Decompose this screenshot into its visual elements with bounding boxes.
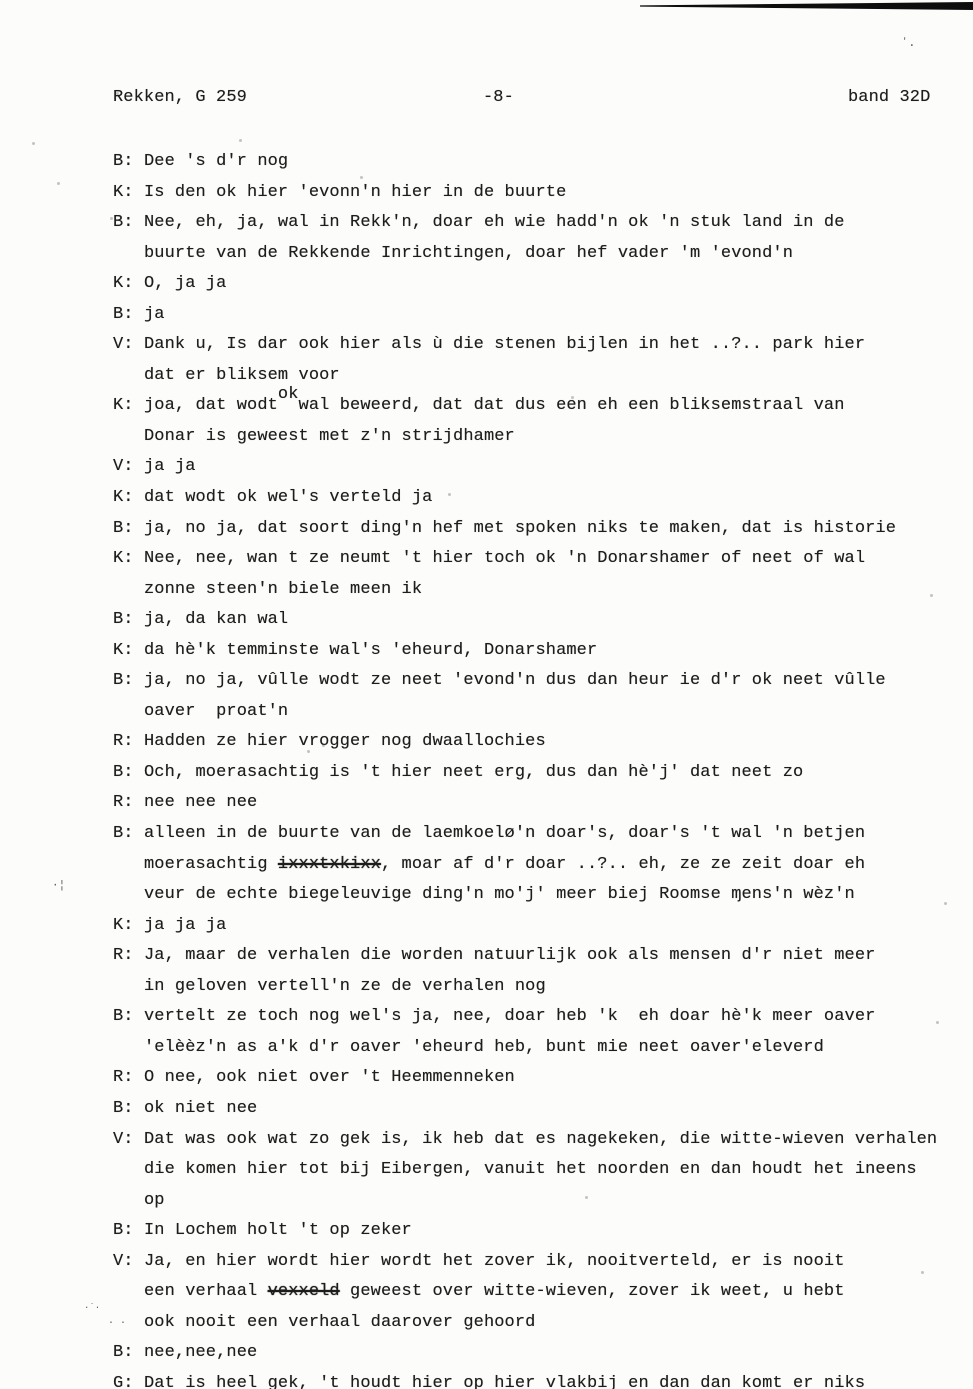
speaker-label: G:	[113, 1373, 134, 1389]
line-text: Nee, nee, wan t ze neumt 't hier toch ok 'n Donarshamer of neet of wal	[144, 549, 866, 569]
line-text: veur de echte biegeleuvige ding'n mo'j' meer biej Roomse ɱens'n wèz'n	[144, 885, 855, 905]
transcript-line	[113, 972, 973, 1003]
speaker-label: R:	[113, 732, 134, 752]
transcript-line	[113, 850, 973, 881]
line-text: nee nee nee	[144, 793, 258, 813]
scan-speck	[322, 744, 325, 747]
speaker-label: K:	[113, 915, 134, 935]
line-text: Ja, maar de verhalen die worden natuurlijk ook als mensen d'r niet meer	[144, 946, 876, 966]
transcript-line	[113, 1094, 973, 1125]
line-text: ja ja	[144, 457, 196, 477]
line-text: ja, no ja, dat soort ding'n hef met spoken niks te maken, dat is historie	[144, 518, 897, 538]
speaker-label: V:	[113, 457, 134, 477]
line-text: Ja, en hier wordt hier wordt het zover ik, nooitverteld, er is nooit	[144, 1251, 845, 1271]
line-text: op	[144, 1190, 165, 1210]
transcript-line	[113, 1369, 973, 1389]
transcript-line	[113, 1247, 973, 1278]
transcript-line	[113, 300, 973, 331]
transcript-line	[113, 514, 973, 545]
line-text: vertelt ze toch nog wel's ja, nee, doar heb 'k eh doar hè'k meer oaver	[144, 1007, 876, 1027]
line-text: ook nooit een verhaal daarover gehoord	[144, 1312, 536, 1332]
scan-speck	[448, 493, 451, 496]
scan-edge-line	[640, 2, 973, 10]
speaker-label: B:	[113, 213, 134, 233]
page-header	[0, 88, 973, 112]
line-text: O nee, ook niet over 't Heemmenneken	[144, 1068, 515, 1088]
transcript-line	[113, 727, 973, 758]
line-text: dat er bliksem voor	[144, 365, 340, 385]
scan-speck	[32, 142, 35, 145]
transcript-line	[113, 544, 973, 575]
speaker-label: V:	[113, 335, 134, 355]
scan-artifact-mark: ·¦	[52, 880, 66, 892]
inserted-superscript: ok	[277, 385, 299, 405]
transcript-line	[113, 422, 973, 453]
line-text: die komen hier tot bij Eibergen, vanuit het noorden en dan houdt het ineens	[144, 1160, 917, 1180]
struck-out-word: vexxeld	[267, 1282, 340, 1302]
transcript-line	[113, 666, 973, 697]
line-text: Dank u, Is dar ook hier als ù die stenen bijlen in het ..?.. park hier	[144, 335, 866, 355]
line-text: in geloven vertell'n ze de verhalen nog	[144, 976, 546, 996]
speaker-label: R:	[113, 946, 134, 966]
transcript-line	[113, 1338, 973, 1369]
speaker-label: K:	[113, 640, 134, 660]
transcript-line	[113, 1125, 973, 1156]
transcript-line	[113, 361, 973, 392]
transcript-line	[113, 911, 973, 942]
line-text: Dat was ook wat zo gek is, ik heb dat es nagekeken, die witte-wieven verhalen	[144, 1129, 938, 1149]
speaker-label: B:	[113, 610, 134, 630]
transcript-line	[113, 239, 973, 270]
transcript-line	[113, 1277, 973, 1308]
transcript-line	[113, 1308, 973, 1339]
speaker-label: B:	[113, 1343, 134, 1363]
line-text: een verhaal vexxeld geweest over witte-wieven, zover ik weet, u hebt	[144, 1282, 845, 1302]
scan-speck	[921, 1271, 924, 1274]
line-text: ja ja ja	[144, 915, 227, 935]
line-text: ja, da kan wal	[144, 610, 289, 630]
speaker-label: B:	[113, 1221, 134, 1241]
line-text: oaver proat'n	[144, 701, 289, 721]
transcript-line	[113, 1155, 973, 1186]
speaker-label: B:	[113, 152, 134, 171]
transcript-line	[113, 1063, 973, 1094]
speaker-label: K:	[113, 549, 134, 569]
line-text: In Lochem holt 't op zeker	[144, 1221, 412, 1241]
scan-speck	[571, 396, 574, 399]
struck-out-word: ixxxtxkixx	[277, 854, 381, 874]
scan-speck	[930, 594, 933, 597]
scan-speck	[116, 92, 119, 95]
line-text: dat wodt ok wel's verteld ja	[144, 488, 433, 508]
speaker-label: R:	[113, 793, 134, 813]
scan-speck	[110, 217, 113, 220]
speaker-label: V:	[113, 1251, 134, 1271]
line-text: ok niet nee	[144, 1098, 258, 1118]
line-text: Nee, eh, ja, wal in Rekk'n, doar eh wie hadd'n ok 'n stuk land in de	[144, 213, 845, 233]
line-text: Dee 's d'r nog	[144, 152, 289, 171]
line-text: da hè'k temminste wal's 'eheurd, Donarshamer	[144, 640, 598, 660]
line-text: Donar is geweest met z'n strijdhamer	[144, 426, 515, 446]
transcript-line	[113, 758, 973, 789]
transcript-line	[113, 575, 973, 606]
transcript-line	[113, 208, 973, 239]
page-number: -8-	[483, 88, 514, 107]
line-text: moerasachtig ixxxtxkixx, moar af d'r doar ..?.. eh, ze ze zeit doar eh	[144, 854, 866, 874]
transcript-line	[113, 1002, 973, 1033]
line-text: Is den ok hier 'evonn'n hier in de buurte	[144, 182, 567, 202]
transcript-line	[113, 788, 973, 819]
scan-speck	[936, 1021, 939, 1024]
transcript-line	[113, 880, 973, 911]
speaker-label: K:	[113, 182, 134, 202]
transcript-line	[113, 941, 973, 972]
scan-speck	[944, 902, 947, 905]
line-text: alleen in de buurte van de laemkoelø'n doar's, doar's 't wal 'n betjen	[144, 824, 866, 844]
scan-artifact-mark: ·˙·	[84, 1303, 101, 1313]
transcript-line	[113, 330, 973, 361]
transcript-line	[113, 178, 973, 209]
line-text: 'elèèz'n as a'k d'r oaver 'eheurd heb, bunt mie neet oaver'eleverd	[144, 1037, 824, 1057]
speaker-label: B:	[113, 1098, 134, 1118]
scan-speck	[57, 182, 60, 185]
line-text: Hadden ze hier vrogger nog dwaallochies	[144, 732, 546, 752]
tape-label: band 32D	[848, 88, 931, 107]
speaker-label: B:	[113, 762, 134, 782]
scan-speck	[239, 139, 242, 142]
line-text: ja, no ja, vûlle wodt ze neet 'evond'n dus dan heur ie d'r ok neet vûlle	[144, 671, 886, 691]
speaker-label: V:	[113, 1129, 134, 1149]
transcript-line	[113, 819, 973, 850]
line-text: Och, moerasachtig is 't hier neet erg, dus dan hè'j' dat neet zo	[144, 762, 804, 782]
speaker-label: K:	[113, 488, 134, 508]
transcript	[113, 147, 973, 1389]
transcript-line	[113, 269, 973, 300]
line-text: ja	[144, 304, 165, 324]
transcript-line	[113, 483, 973, 514]
speaker-label: B:	[113, 1007, 134, 1027]
scan-speck	[307, 750, 310, 753]
line-text: joa, dat wodtokwal beweerd, dat dat dus een eh een bliksemstraal van	[144, 396, 845, 415]
transcript-line	[113, 1216, 973, 1247]
line-text: zonne steen'n biele meen ik	[144, 579, 423, 599]
speaker-label: B:	[113, 518, 134, 538]
line-text: O, ja ja	[144, 274, 227, 294]
transcript-line	[113, 452, 973, 483]
line-text: buurte van de Rekkende Inrichtingen, doar hef vader 'm 'evond'n	[144, 243, 794, 263]
scan-artifact-mark: . .	[108, 1316, 127, 1327]
document-reference: Rekken, G 259	[113, 88, 247, 107]
speaker-label: R:	[113, 1068, 134, 1088]
speaker-label: B:	[113, 304, 134, 324]
scan-speck	[585, 1196, 588, 1199]
speaker-label: K:	[113, 396, 134, 416]
transcript-line	[113, 1033, 973, 1064]
speaker-label: B:	[113, 824, 134, 844]
line-text: Dat is heel gek, 't houdt hier op hier vlakbij en dan dan komt er niks	[144, 1373, 866, 1389]
transcript-line	[113, 636, 973, 667]
scan-artifact-mark: ʼ.	[901, 36, 916, 50]
transcript-line	[113, 385, 973, 422]
transcript-line	[113, 147, 973, 178]
transcript-line	[113, 697, 973, 728]
line-text: nee,nee,nee	[144, 1343, 258, 1363]
speaker-label: B:	[113, 671, 134, 691]
scan-speck	[360, 176, 363, 179]
transcript-line	[113, 1186, 973, 1217]
transcript-line	[113, 605, 973, 636]
speaker-label: K:	[113, 274, 134, 294]
